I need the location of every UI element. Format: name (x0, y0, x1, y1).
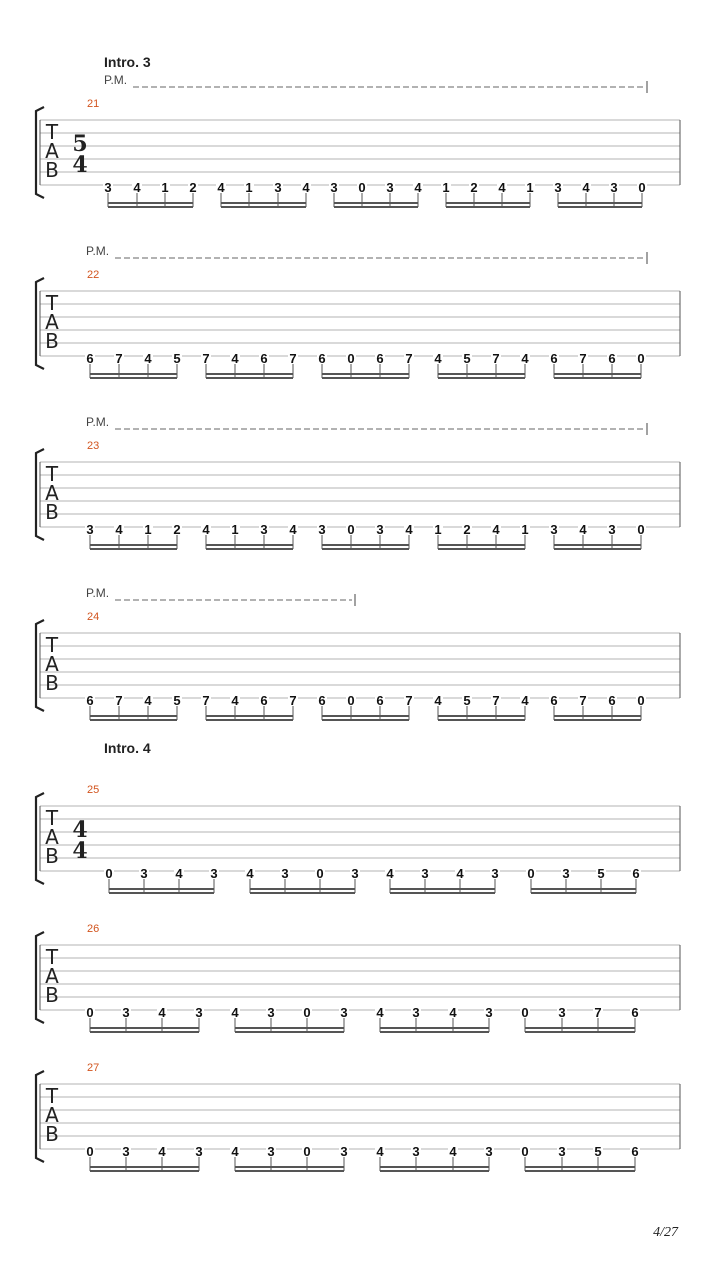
fret-number: 4 (449, 1005, 457, 1020)
fret-number: 6 (376, 693, 384, 708)
tab-clef-letter: A (45, 1103, 59, 1127)
tab-system (36, 54, 680, 208)
fret-number: 7 (579, 693, 587, 708)
fret-number: 7 (405, 351, 413, 366)
fret-number: 1 (161, 180, 169, 195)
fret-number: 4 (231, 1005, 239, 1020)
beam-lower (554, 719, 641, 721)
beam-upper (90, 1166, 199, 1168)
fret-number: 6 (608, 351, 616, 366)
fret-number: 4 (217, 180, 225, 195)
beam-lower (109, 892, 214, 894)
fret-number: 4 (434, 351, 442, 366)
beam-lower (322, 548, 409, 550)
fret-number: 3 (281, 866, 289, 881)
fret-number: 7 (492, 693, 500, 708)
beam-lower (525, 1170, 635, 1172)
beam-upper (250, 888, 355, 890)
fret-number: 4 (231, 1144, 239, 1159)
tab-clef-letter: T (45, 291, 59, 315)
fret-number: 1 (434, 522, 442, 537)
fret-number: 1 (521, 522, 529, 537)
fret-number: 6 (376, 351, 384, 366)
beam-lower (446, 206, 530, 208)
fret-number: 7 (579, 351, 587, 366)
beam-upper (554, 544, 641, 546)
beam-group (317, 693, 414, 721)
fret-number: 0 (316, 866, 324, 881)
fret-number: 1 (442, 180, 450, 195)
fret-number: 3 (608, 522, 616, 537)
beam-lower (554, 548, 641, 550)
tab-clef-letter: B (45, 1122, 59, 1146)
beam-group (520, 1144, 640, 1172)
fret-number: 0 (105, 866, 113, 881)
time-signature-top: 4 (72, 817, 88, 843)
beam-upper (90, 544, 177, 546)
fret-number: 4 (289, 522, 297, 537)
tab-clef-letter: B (45, 844, 59, 868)
fret-number: 0 (637, 351, 645, 366)
time-signature-bottom: 4 (72, 838, 88, 864)
fret-number: 3 (340, 1144, 348, 1159)
fret-number: 1 (144, 522, 152, 537)
beam-lower (334, 206, 418, 208)
fret-number: 5 (463, 351, 471, 366)
beam-upper (108, 202, 193, 204)
fret-number: 3 (260, 522, 268, 537)
tab-clef-letter: A (45, 139, 59, 163)
beam-lower (525, 1031, 635, 1033)
beam-lower (90, 1031, 199, 1033)
section-label: Intro. 3 (104, 54, 151, 70)
fret-number: 4 (521, 351, 529, 366)
measure-number: 26 (87, 923, 100, 935)
beam-group (375, 1144, 494, 1172)
section-label: Intro. 4 (104, 740, 151, 756)
beam-upper (235, 1166, 344, 1168)
fret-number: 3 (351, 866, 359, 881)
tab-clef-letter: A (45, 481, 59, 505)
fret-number: 7 (289, 693, 297, 708)
beam-upper (206, 373, 293, 375)
fret-number: 0 (521, 1005, 529, 1020)
beam-lower (558, 206, 642, 208)
fret-number: 3 (210, 866, 218, 881)
fret-number: 5 (594, 1144, 602, 1159)
tab-clef-letter: T (45, 945, 59, 969)
beam-upper (554, 373, 641, 375)
tab-clef-letter: A (45, 310, 59, 334)
tab-clef-letter: A (45, 825, 59, 849)
fret-number: 4 (498, 180, 506, 195)
fret-number: 6 (550, 693, 558, 708)
beam-group (85, 1144, 204, 1172)
beam-lower (438, 377, 525, 379)
measure-number: 21 (87, 98, 100, 110)
fret-number: 0 (303, 1144, 311, 1159)
beam-group (85, 1005, 204, 1033)
tab-clef-letter: B (45, 671, 59, 695)
fret-number: 4 (582, 180, 590, 195)
fret-number: 1 (245, 180, 253, 195)
fret-number: 4 (175, 866, 183, 881)
fret-number: 4 (133, 180, 141, 195)
tab-clef-letter: T (45, 1084, 59, 1108)
palm-mute-label: P.M. (104, 73, 128, 87)
fret-number: 3 (267, 1005, 275, 1020)
beam-upper (109, 888, 214, 890)
beam-group (201, 351, 298, 379)
beam-upper (322, 373, 409, 375)
fret-number: 6 (318, 693, 326, 708)
tab-system (36, 415, 680, 550)
fret-number: 4 (158, 1144, 166, 1159)
beam-upper (438, 544, 525, 546)
beam-group (317, 522, 414, 550)
beam-group (385, 866, 500, 894)
palm-mute-label: P.M. (86, 415, 110, 429)
beam-lower (235, 1031, 344, 1033)
beam-lower (322, 719, 409, 721)
fret-number: 3 (140, 866, 148, 881)
tab-clef-letter: T (45, 806, 59, 830)
beam-upper (334, 202, 418, 204)
beam-upper (390, 888, 495, 890)
fret-number: 4 (376, 1144, 384, 1159)
tab-clef-letter: B (45, 500, 59, 524)
beam-group (201, 693, 298, 721)
fret-number: 6 (318, 351, 326, 366)
measure-number: 25 (87, 784, 100, 796)
fret-number: 4 (405, 522, 413, 537)
fret-number: 4 (202, 522, 210, 537)
beam-lower (90, 1170, 199, 1172)
fret-number: 3 (122, 1005, 130, 1020)
page-number: 4/27 (653, 1225, 678, 1240)
fret-number: 4 (302, 180, 310, 195)
fret-number: 6 (260, 693, 268, 708)
beam-lower (390, 892, 495, 894)
tab-clef-letter: A (45, 652, 59, 676)
fret-number: 4 (456, 866, 464, 881)
fret-number: 4 (414, 180, 422, 195)
fret-number: 1 (231, 522, 239, 537)
fret-number: 3 (376, 522, 384, 537)
fret-number: 4 (376, 1005, 384, 1020)
beam-group (230, 1005, 349, 1033)
fret-number: 3 (86, 522, 94, 537)
beam-lower (108, 206, 193, 208)
fret-number: 3 (267, 1144, 275, 1159)
palm-mute-label: P.M. (86, 586, 110, 600)
beam-lower (90, 377, 177, 379)
beam-upper (235, 1027, 344, 1029)
beam-group (85, 693, 182, 721)
beam-upper (90, 715, 177, 717)
fret-number: 6 (86, 693, 94, 708)
fret-number: 3 (412, 1005, 420, 1020)
fret-number: 7 (594, 1005, 602, 1020)
tab-clef-letter: B (45, 158, 59, 182)
beam-group (216, 180, 311, 208)
beam-group (553, 180, 647, 208)
beam-group (245, 866, 360, 894)
fret-number: 3 (195, 1005, 203, 1020)
beam-group (549, 522, 646, 550)
beam-upper (558, 202, 642, 204)
beam-group (375, 1005, 494, 1033)
fret-number: 0 (638, 180, 646, 195)
fret-number: 4 (386, 866, 394, 881)
fret-number: 6 (608, 693, 616, 708)
fret-number: 0 (521, 1144, 529, 1159)
beam-lower (531, 892, 636, 894)
fret-number: 3 (104, 180, 112, 195)
fret-number: 7 (405, 693, 413, 708)
fret-number: 0 (637, 522, 645, 537)
fret-number: 4 (115, 522, 123, 537)
tab-system (36, 923, 680, 1033)
fret-number: 0 (86, 1144, 94, 1159)
fret-number: 7 (492, 351, 500, 366)
beam-lower (380, 1170, 489, 1172)
fret-number: 2 (189, 180, 197, 195)
fret-number: 3 (491, 866, 499, 881)
time-signature-bottom: 4 (72, 152, 88, 178)
tab-clef-letter: T (45, 120, 59, 144)
fret-number: 3 (122, 1144, 130, 1159)
beam-upper (446, 202, 530, 204)
fret-number: 7 (115, 351, 123, 366)
fret-number: 2 (463, 522, 471, 537)
fret-number: 4 (579, 522, 587, 537)
fret-number: 0 (527, 866, 535, 881)
tab-system (36, 586, 680, 721)
fret-number: 7 (202, 693, 210, 708)
fret-number: 0 (86, 1005, 94, 1020)
fret-number: 0 (347, 522, 355, 537)
beam-group (85, 351, 182, 379)
fret-number: 3 (195, 1144, 203, 1159)
beam-upper (90, 1027, 199, 1029)
fret-number: 5 (173, 693, 181, 708)
fret-number: 3 (550, 522, 558, 537)
fret-number: 4 (231, 693, 239, 708)
fret-number: 4 (246, 866, 254, 881)
fret-number: 5 (173, 351, 181, 366)
fret-number: 3 (554, 180, 562, 195)
fret-number: 3 (610, 180, 618, 195)
beam-lower (554, 377, 641, 379)
beam-upper (206, 544, 293, 546)
beam-upper (206, 715, 293, 717)
fret-number: 2 (173, 522, 181, 537)
fret-number: 4 (144, 693, 152, 708)
beam-upper (438, 715, 525, 717)
beam-lower (322, 377, 409, 379)
beam-upper (554, 715, 641, 717)
fret-number: 3 (386, 180, 394, 195)
beam-lower (90, 548, 177, 550)
fret-number: 5 (597, 866, 605, 881)
fret-number: 3 (318, 522, 326, 537)
beam-lower (206, 548, 293, 550)
beam-group (329, 180, 423, 208)
time-signature-top: 5 (72, 131, 88, 157)
fret-number: 0 (637, 693, 645, 708)
beam-upper (380, 1166, 489, 1168)
beam-group (433, 693, 530, 721)
fret-number: 5 (463, 693, 471, 708)
beam-upper (90, 373, 177, 375)
measure-number: 24 (87, 611, 100, 623)
tab-clef-letter: T (45, 633, 59, 657)
fret-number: 6 (86, 351, 94, 366)
tab-clef-letter: B (45, 329, 59, 353)
beam-upper (525, 1166, 635, 1168)
fret-number: 4 (434, 693, 442, 708)
fret-number: 0 (347, 693, 355, 708)
fret-number: 3 (485, 1144, 493, 1159)
beam-lower (206, 719, 293, 721)
fret-number: 4 (492, 522, 500, 537)
fret-number: 3 (330, 180, 338, 195)
beam-upper (322, 715, 409, 717)
beam-group (549, 351, 646, 379)
fret-number: 2 (470, 180, 478, 195)
fret-number: 4 (158, 1005, 166, 1020)
beam-group (103, 180, 198, 208)
fret-number: 7 (289, 351, 297, 366)
fret-number: 3 (558, 1144, 566, 1159)
beam-upper (438, 373, 525, 375)
beam-lower (438, 548, 525, 550)
tab-system (36, 244, 680, 379)
measure-number: 27 (87, 1062, 100, 1074)
fret-number: 0 (358, 180, 366, 195)
beam-group (526, 866, 641, 894)
fret-number: 4 (144, 351, 152, 366)
tab-clef-letter: A (45, 964, 59, 988)
measure-number: 22 (87, 269, 100, 281)
fret-number: 6 (632, 866, 640, 881)
fret-number: 4 (231, 351, 239, 366)
measure-number: 23 (87, 440, 100, 452)
beam-lower (380, 1031, 489, 1033)
fret-number: 7 (115, 693, 123, 708)
fret-number: 3 (562, 866, 570, 881)
fret-number: 3 (485, 1005, 493, 1020)
beam-group (549, 693, 646, 721)
beam-group (104, 866, 219, 894)
beam-upper (531, 888, 636, 890)
tab-clef-letter: T (45, 462, 59, 486)
beam-upper (380, 1027, 489, 1029)
fret-number: 6 (631, 1005, 639, 1020)
beam-group (433, 351, 530, 379)
fret-number: 3 (558, 1005, 566, 1020)
beam-lower (250, 892, 355, 894)
palm-mute-label: P.M. (86, 244, 110, 258)
fret-number: 6 (631, 1144, 639, 1159)
tab-clef-letter: B (45, 983, 59, 1007)
fret-number: 4 (449, 1144, 457, 1159)
fret-number: 3 (412, 1144, 420, 1159)
beam-group (230, 1144, 349, 1172)
fret-number: 3 (274, 180, 282, 195)
fret-number: 0 (303, 1005, 311, 1020)
beam-upper (322, 544, 409, 546)
beam-lower (206, 377, 293, 379)
beam-lower (90, 719, 177, 721)
beam-group (441, 180, 535, 208)
fret-number: 1 (526, 180, 534, 195)
beam-group (433, 522, 530, 550)
beam-lower (221, 206, 306, 208)
beam-lower (438, 719, 525, 721)
beam-group (85, 522, 182, 550)
fret-number: 7 (202, 351, 210, 366)
fret-number: 6 (260, 351, 268, 366)
tab-system (36, 1062, 680, 1172)
beam-lower (235, 1170, 344, 1172)
beam-group (520, 1005, 640, 1033)
beam-group (317, 351, 414, 379)
beam-group (201, 522, 298, 550)
beam-upper (221, 202, 306, 204)
fret-number: 3 (421, 866, 429, 881)
tab-system (36, 740, 680, 894)
beam-upper (525, 1027, 635, 1029)
fret-number: 0 (347, 351, 355, 366)
fret-number: 6 (550, 351, 558, 366)
fret-number: 3 (340, 1005, 348, 1020)
fret-number: 4 (521, 693, 529, 708)
